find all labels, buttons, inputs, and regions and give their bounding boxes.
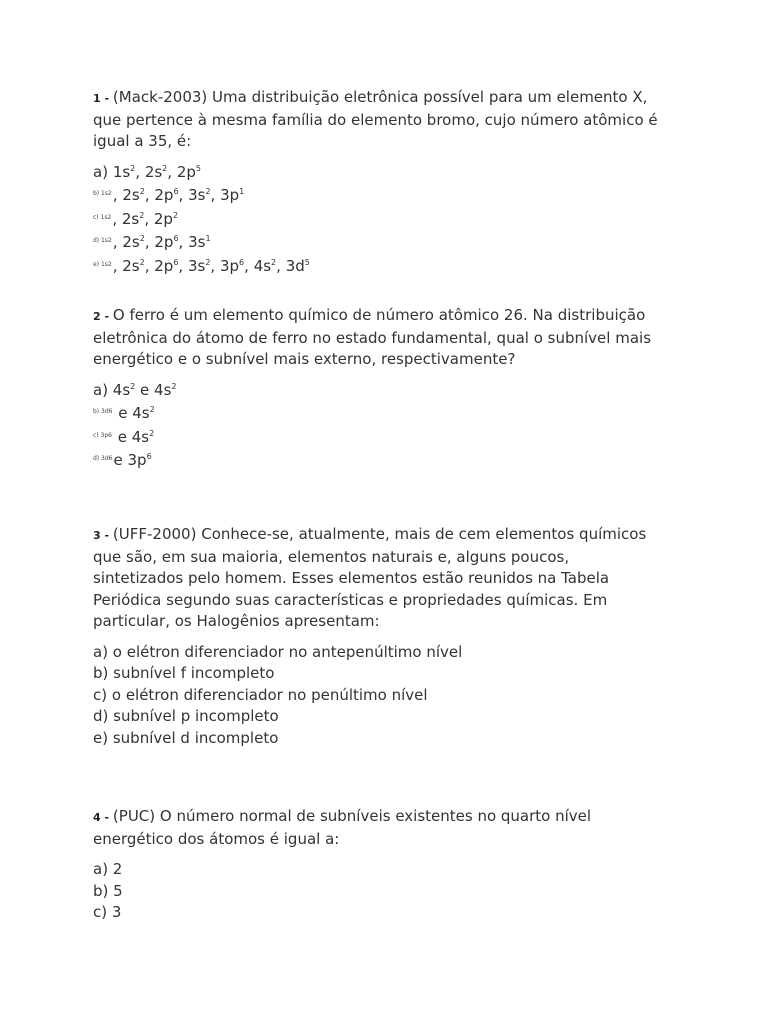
question-stem: 2 - O ferro é um elemento químico de número atômico 26. Na distribuição eletrônica do átomo de ferro no estado fundamental, qual o subnível mais energético e o subnível mais externo, respectivamente? [93,306,652,368]
question-number: 4 [93,811,101,824]
option-c: c) 3 [93,903,122,921]
question-2 [93,305,663,472]
question-text: O ferro é um elemento químico de número atômico 26. Na distribuição eletrônica do átomo de ferro no estado fundamental, qual o subnível mais energético e o subnível mais externo, respectivamente? [93,306,652,368]
option-e: $^{e) 1s2}$, $2s^2$, $2p^6$, $3s^2$, $3p^6$, $4s^2$, $3d^5$ [93,256,310,275]
question-4 [93,806,663,924]
option-a: a) o elétron diferenciador no antepenúltimo nível [93,642,463,661]
question-stem: 3 - (UFF-2000) Conhece-se, atualmente, mais de cem elementos químicos que são, em sua maioria, elementos naturais e, alguns poucos, sintetizados pelo homem. Esses elementos estão reunidos na Tabela Periódica segundo suas características e propriedades químicas. Em particular, os Halogênios apresentam: [93,525,647,630]
option-d: d) subnível p incompleto [93,707,279,725]
option-b: $^{b) 1s2}$, $2s^2$, $2p^6$, $3s^2$, $3p^1$ [93,186,245,204]
option-d: $^{d) 1s2}$, $2s^2$, $2p^6$, $3s^1$ [93,233,211,251]
options-list [93,642,663,750]
option-b: b) subnível f incompleto [93,664,275,682]
question-text: (UFF-2000) Conhece-se, atualmente, mais de cem elementos químicos que são, em sua maioria, elementos naturais e, alguns poucos, sintetizados pelo homem. Esses elementos estão reunidos na Tabela Periódica segundo suas características e propriedades químicas. Em particular, os Halogênios apresentam: [93,525,647,630]
question-number: 1 [93,92,101,105]
option-b: b) 5 [93,881,123,900]
option-c: c) o elétron diferenciador no penúltimo nível [93,685,428,704]
question-3 [93,524,663,749]
option-a: a) 2 [93,860,123,878]
option-d: $^{d) 3d6}$e $3p^6$ [93,451,152,469]
option-a: a) $4s^2$ e $4s^2$ [93,380,177,399]
option-a: a) $1s^2$, $2s^2$, $2p^5$ [93,162,201,181]
question-text: (Mack-2003) Uma distribuição eletrônica possível para um elemento X, que pertence à mesma família do elemento bromo, cujo número atômico é igual a 35, é: [93,88,658,150]
options-list [93,162,663,278]
question-stem: 1 - (Mack-2003) Uma distribuição eletrônica possível para um elemento X, que pertence à mesma família do elemento bromo, cujo número atômico é igual a 35, é: [93,88,658,150]
question-number: 2 [93,310,101,323]
option-e: e) subnível d incompleto [93,728,279,747]
options-list [93,380,663,472]
question-text: (PUC) O número normal de subníveis existentes no quarto nível energético dos átomos é igual a: [93,807,592,848]
option-b: $^{b) 3d6}$ e $4s^2$ [93,404,155,422]
options-list [93,859,663,924]
option-c: $^{c) 3p6}$ e $4s^2$ [93,427,155,446]
question-1 [93,87,663,277]
question-stem: 4 - (PUC) O número normal de subníveis existentes no quarto nível energético dos átomos é igual a: [93,807,592,848]
question-number: 3 [93,529,101,542]
option-c: $^{c) 1s2}$, $2s^2$, $2p^2$ [93,209,179,228]
